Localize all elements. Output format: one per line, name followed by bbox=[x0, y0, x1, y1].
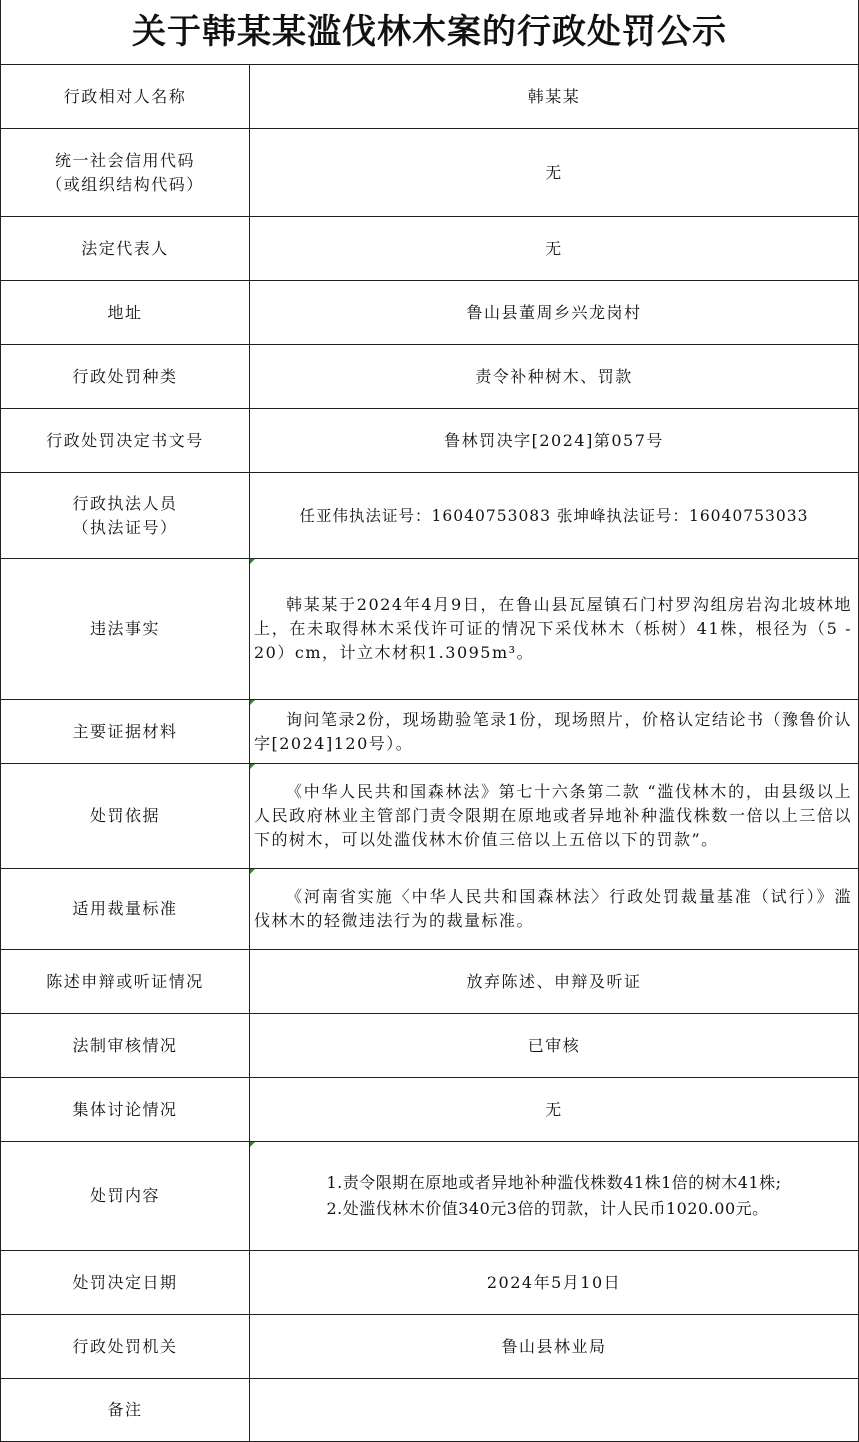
cell-marker-icon bbox=[250, 1142, 255, 1147]
label-penalty-type: 行政处罚种类 bbox=[1, 345, 250, 409]
row-collective-discussion bbox=[1, 1078, 859, 1142]
row-party-name bbox=[1, 65, 859, 129]
label-legal-basis: 处罚依据 bbox=[1, 764, 250, 869]
row-legal-review bbox=[1, 1014, 859, 1078]
row-address bbox=[1, 281, 859, 345]
label-decision-number: 行政处罚决定书文号 bbox=[1, 409, 250, 473]
row-authority bbox=[1, 1315, 859, 1379]
text-violation-facts: 韩某某于2024年4月9日，在鲁山县瓦屋镇石门村罗沟组房岩沟北坡林地上，在未取得林木采伐许可证的情况下采伐林木（栎树）41株，根径为（5 - 20）cm，计立木材积1.3095m³。 bbox=[254, 595, 852, 662]
text-discretion-standard: 《河南省实施〈中华人民共和国森林法〉行政处罚裁量基准（试行）》滥伐林木的轻微违法行为的裁量标准。 bbox=[254, 887, 852, 930]
label-officers-line-1: 行政执法人员 bbox=[72, 493, 178, 513]
row-legal-basis bbox=[1, 764, 859, 869]
label-officers-line-2: （执法证号） bbox=[72, 517, 178, 537]
label-officers bbox=[1, 473, 250, 559]
label-authority: 行政处罚机关 bbox=[1, 1315, 250, 1379]
row-decision-number bbox=[1, 409, 859, 473]
value-legal-rep: 无 bbox=[250, 217, 859, 281]
value-address: 鲁山县董周乡兴龙岗村 bbox=[250, 281, 859, 345]
label-violation-facts: 违法事实 bbox=[1, 559, 250, 700]
value-legal-basis bbox=[250, 764, 859, 869]
value-collective-discussion: 无 bbox=[250, 1078, 859, 1142]
label-hearing: 陈述申辩或听证情况 bbox=[1, 950, 250, 1014]
value-credit-code: 无 bbox=[250, 129, 859, 217]
value-authority: 鲁山县林业局 bbox=[250, 1315, 859, 1379]
label-address: 地址 bbox=[1, 281, 250, 345]
row-evidence bbox=[1, 700, 859, 764]
value-decision-date: 2024年5月10日 bbox=[250, 1251, 859, 1315]
row-legal-rep bbox=[1, 217, 859, 281]
value-decision-number: 鲁林罚决字[2024]第057号 bbox=[250, 409, 859, 473]
row-decision-date bbox=[1, 1251, 859, 1315]
value-legal-review: 已审核 bbox=[250, 1014, 859, 1078]
value-party-name: 韩某某 bbox=[250, 65, 859, 129]
cell-marker-icon bbox=[250, 764, 255, 769]
label-credit-code-line-2: （或组织结构代码） bbox=[46, 174, 204, 194]
text-evidence: 询问笔录2份，现场勘验笔录1份，现场照片，价格认定结论书（豫鲁价认字[2024]120号）。 bbox=[254, 709, 852, 753]
penalty-content-item-1: 1.责令限期在原地或者异地补种滥伐株数41株1倍的树木41株; bbox=[326, 1173, 782, 1192]
row-hearing bbox=[1, 950, 859, 1014]
row-credit-code bbox=[1, 129, 859, 217]
penalty-content-item-2: 2.处滥伐林木价值340元3倍的罚款，计人民币1020.00元。 bbox=[326, 1199, 769, 1218]
label-remarks: 备注 bbox=[1, 1379, 250, 1442]
value-remarks bbox=[250, 1379, 859, 1442]
row-officers bbox=[1, 473, 859, 559]
label-legal-review: 法制审核情况 bbox=[1, 1014, 250, 1078]
value-penalty-type: 责令补种树木、罚款 bbox=[250, 345, 859, 409]
value-violation-facts bbox=[250, 559, 859, 700]
cell-marker-icon bbox=[250, 869, 255, 874]
text-legal-basis: 《中华人民共和国森林法》第七十六条第二款 “滥伐林木的，由县级以上人民政府林业主管部门责令限期在原地或者异地补种滥伐株数一倍以上三倍以下的树木，可以处滥伐林木价值三倍以上五倍以下的罚款”。 bbox=[254, 782, 852, 849]
row-remarks bbox=[1, 1379, 859, 1442]
penalty-record-table bbox=[0, 64, 859, 1442]
value-officers: 任亚伟执法证号：16040753083 张坤峰执法证号：16040753033 bbox=[250, 473, 859, 559]
label-discretion-standard: 适用裁量标准 bbox=[1, 869, 250, 950]
penalty-content-list bbox=[326, 1170, 781, 1222]
label-penalty-content: 处罚内容 bbox=[1, 1142, 250, 1251]
cell-marker-icon bbox=[250, 700, 255, 705]
label-collective-discussion: 集体讨论情况 bbox=[1, 1078, 250, 1142]
label-credit-code bbox=[1, 129, 250, 217]
value-penalty-content bbox=[250, 1142, 859, 1251]
value-hearing: 放弃陈述、申辩及听证 bbox=[250, 950, 859, 1014]
label-evidence: 主要证据材料 bbox=[1, 700, 250, 764]
value-evidence bbox=[250, 700, 859, 764]
page-title: 关于韩某某滥伐林木案的行政处罚公示 bbox=[0, 0, 859, 64]
label-decision-date: 处罚决定日期 bbox=[1, 1251, 250, 1315]
label-legal-rep: 法定代表人 bbox=[1, 217, 250, 281]
value-discretion-standard bbox=[250, 869, 859, 950]
row-discretion-standard bbox=[1, 869, 859, 950]
cell-marker-icon bbox=[250, 559, 255, 564]
row-penalty-content bbox=[1, 1142, 859, 1251]
label-party-name: 行政相对人名称 bbox=[1, 65, 250, 129]
label-credit-code-line-1: 统一社会信用代码 bbox=[54, 150, 195, 170]
row-violation-facts bbox=[1, 559, 859, 700]
row-penalty-type bbox=[1, 345, 859, 409]
